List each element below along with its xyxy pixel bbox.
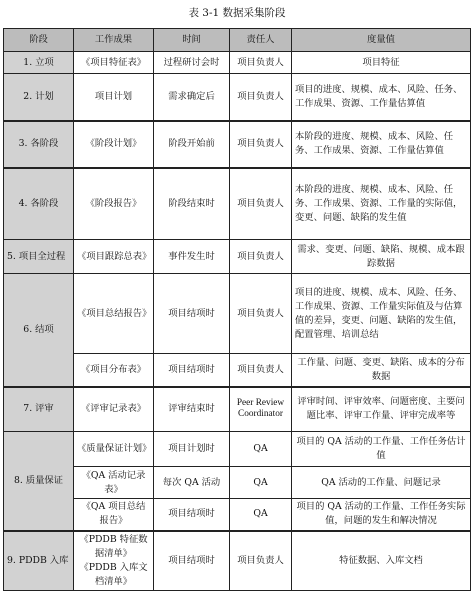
table-row [4, 432, 471, 467]
time-cell: 评审结束时 [154, 387, 230, 432]
metric-cell: 需求、变更、问题、缺陷、规模、成本跟踪数据 [292, 240, 471, 274]
result-cell: 项目计划 [74, 74, 154, 121]
metric-cell: 工作量、问题、变更、缺陷、成本的分布数据 [292, 354, 471, 387]
owner-cell: 项目负责人 [230, 168, 292, 240]
result-cell: 《QA 项目总结报告》 [74, 499, 154, 531]
stage-cell: 6. 结项 [4, 274, 74, 387]
result-cell: 《PDDB 特征数据清单》 《PDDB 入库文档清单》 [74, 531, 154, 591]
stage-cell: 1. 立项 [4, 52, 74, 74]
owner-cell: QA [230, 499, 292, 531]
owner-cell: QA [230, 467, 292, 499]
owner-cell: 项目负责人 [230, 74, 292, 121]
table-row [4, 52, 471, 74]
result-cell: 《项目分布表》 [74, 354, 154, 387]
metric-cell: 项目的 QA 活动的工作量、工作任务实际值，问题的发生和解决情况 [292, 499, 471, 531]
table-row [4, 74, 471, 121]
header-metric: 度量值 [292, 29, 471, 52]
time-cell: 事件发生时 [154, 240, 230, 274]
owner-cell: 项目负责人 [230, 52, 292, 74]
result-cell: 《QA 活动记录表》 [74, 467, 154, 499]
owner-cell: QA [230, 432, 292, 467]
stage-cell: 3. 各阶段 [4, 121, 74, 168]
metric-cell: 项目特征 [292, 52, 471, 74]
result-cell: 《评审记录表》 [74, 387, 154, 432]
header-owner: 责任人 [230, 29, 292, 52]
table-row [4, 387, 471, 432]
table-row [4, 531, 471, 591]
result-cell: 《阶段报告》 [74, 168, 154, 240]
metric-cell: 本阶段的进度、规模、成本、风险、任务、工作成果、资源、工作量估算值 [292, 121, 471, 168]
metric-cell: 评审时间、评审效率、问题密度、主要问题比率、评审工作量、评审完成率等 [292, 387, 471, 432]
result-cell: 《阶段计划》 [74, 121, 154, 168]
metric-cell: 本阶段的进度、规模、成本、风险、任务、工作成果、资源、工作量的实际值，变更、问题、缺陷的发生值 [292, 168, 471, 240]
header-time: 时间 [154, 29, 230, 52]
header-row [4, 29, 471, 52]
header-result: 工作成果 [74, 29, 154, 52]
stage-cell: 2. 计划 [4, 74, 74, 121]
metric-cell: 项目的 QA 活动的工作量、工作任务估计值 [292, 432, 471, 467]
time-cell: 阶段开始前 [154, 121, 230, 168]
table-row [4, 240, 471, 274]
owner-cell: 项目负责人 [230, 354, 292, 387]
result-cell: 《项目特征表》 [74, 52, 154, 74]
owner-cell: 项目负责人 [230, 240, 292, 274]
time-cell: 阶段结束时 [154, 168, 230, 240]
metric-cell: 项目的进度、规模、成本、风险、任务、工作成果、资源、工作量实际值及与估算值的差异，变更、问题、缺陷的发生值，配置管理、培训总结 [292, 274, 471, 354]
stage-cell: 7. 评审 [4, 387, 74, 432]
stage-cell: 5. 项目全过程 [4, 240, 74, 274]
table-row [4, 121, 471, 168]
time-cell: 项目计划时 [154, 432, 230, 467]
table-row [4, 168, 471, 240]
time-cell: 过程研讨会时 [154, 52, 230, 74]
table-caption: 表 3-1 数据采集阶段 [188, 7, 286, 19]
owner-cell: 项目负责人 [230, 531, 292, 591]
time-cell: 项目结项时 [154, 499, 230, 531]
stage-cell: 9. PDDB 入库 [4, 531, 74, 591]
metric-cell: 项目的进度、规模、成本、风险、任务、工作成果、资源、工作量估算值 [292, 74, 471, 121]
owner-cell: 项目负责人 [230, 274, 292, 354]
result-cell: 《项目跟踪总表》 [74, 240, 154, 274]
time-cell: 项目结项时 [154, 354, 230, 387]
time-cell: 项目结项时 [154, 531, 230, 591]
table-row [4, 354, 471, 387]
owner-cell: Peer Review Coordinator [230, 387, 292, 432]
time-cell: 项目结项时 [154, 274, 230, 354]
metric-cell: QA 活动的工作量、问题记录 [292, 467, 471, 499]
data-collection-table [3, 28, 471, 591]
table-row [4, 499, 471, 531]
stage-cell: 8. 质量保证 [4, 432, 74, 531]
header-stage: 阶段 [4, 29, 74, 52]
result-cell: 《项目总结报告》 [74, 274, 154, 354]
time-cell: 需求确定后 [154, 74, 230, 121]
owner-cell: 项目负责人 [230, 121, 292, 168]
table-row [4, 274, 471, 354]
stage-cell: 4. 各阶段 [4, 168, 74, 240]
result-cell: 《质量保证计划》 [74, 432, 154, 467]
table-row [4, 467, 471, 499]
metric-cell: 特征数据、入库文档 [292, 531, 471, 591]
time-cell: 每次 QA 活动 [154, 467, 230, 499]
